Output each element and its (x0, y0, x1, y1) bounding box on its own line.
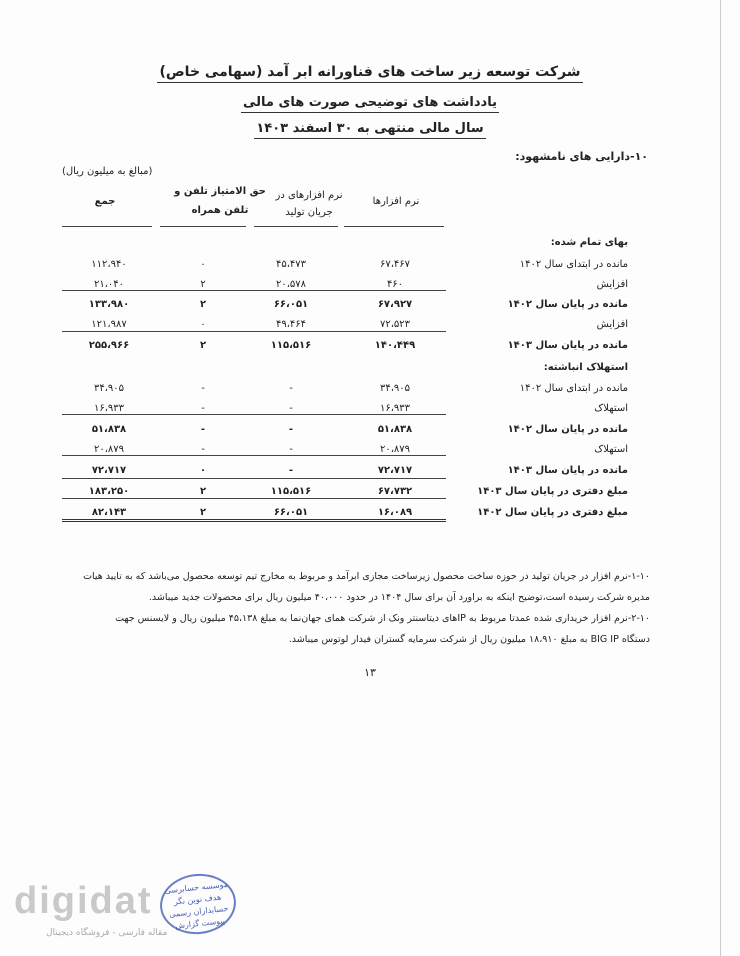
cell-total: ۱۳۳،۹۸۰ (88, 299, 130, 310)
note-title: ۱۰-دارایی های نامشهود: (515, 150, 648, 163)
cell-wip: ۴۵،۴۷۳ (275, 259, 307, 270)
row-label: مانده در پایان سال ۱۴۰۳ (507, 465, 628, 476)
cell-phone: ۲ (199, 486, 207, 497)
cell-total: ۷۲،۷۱۷ (91, 465, 127, 476)
cell-wip: ۱۱۵،۵۱۶ (270, 340, 312, 351)
cell-phone: ۰ (199, 465, 207, 476)
row-label: استهلاک (594, 444, 628, 455)
watermark-subtitle: مقاله فارسی - فروشگاه دیجیتال (46, 928, 168, 938)
subtotal-rule (62, 414, 446, 415)
cell-wip: ۱۱۵،۵۱۶ (270, 486, 312, 497)
subtotal-rule (62, 290, 446, 291)
subtotal-rule (62, 331, 446, 332)
cell-software: ۵۱،۸۳۸ (377, 424, 413, 435)
header-rule (62, 226, 152, 227)
cell-phone: ۰ (200, 319, 206, 330)
cell-phone: - (201, 444, 205, 455)
cell-phone: - (201, 383, 205, 394)
cell-software: ۲۰،۸۷۹ (379, 444, 411, 455)
cell-software: ۱۶،۰۸۹ (377, 507, 413, 518)
cell-software: ۶۷،۷۳۲ (377, 486, 413, 497)
cell-total: ۱۱۲،۹۴۰ (91, 259, 127, 270)
row-label: افزایش (596, 279, 628, 290)
cell-wip: - (288, 465, 294, 476)
cell-phone: ۲ (199, 507, 207, 518)
cell-wip: ۶۶،۰۵۱ (273, 507, 309, 518)
cell-wip: ۶۶،۰۵۱ (273, 299, 309, 310)
row-label: مبلغ دفتری در پایان سال ۱۴۰۲ (477, 507, 628, 518)
auditor-stamp: موسسه حسابرسی هدف نوین نگر حسابداران رسمی پیوست گزارش (157, 870, 239, 938)
row-label: مبلغ دفتری در پایان سال ۱۴۰۳ (477, 486, 628, 497)
col-software-header: نرم افزارها (372, 196, 420, 207)
unit-label: (مبالغ به میلیون ریال) (62, 166, 153, 177)
cell-total: ۱۸۳،۲۵۰ (88, 486, 130, 497)
subtotal-rule (62, 455, 446, 456)
row-label: بهای تمام شده: (550, 237, 628, 248)
cell-phone: - (201, 403, 205, 414)
col-wip-header: نرم افزارهای در جریان تولید (275, 190, 343, 218)
col-total-header: جمع (94, 196, 116, 207)
cell-total: ۲۵۵،۹۶۶ (88, 340, 130, 351)
header-rule (254, 226, 338, 227)
double-rule (62, 519, 446, 522)
cell-phone: ۰ (200, 259, 206, 270)
row-label: استهلاک (594, 403, 628, 414)
watermark-logo: digidat (14, 880, 153, 922)
cell-wip: - (288, 424, 294, 435)
cell-software: ۶۷،۴۶۷ (379, 259, 411, 270)
cell-total: ۵۱،۸۳۸ (91, 424, 127, 435)
row-label: مانده در ابتدای سال ۱۴۰۲ (519, 383, 628, 394)
header-rule (160, 226, 246, 227)
cell-software: ۷۲،۷۱۷ (377, 465, 413, 476)
cell-wip: ۴۹،۴۶۴ (275, 319, 307, 330)
total-rule (62, 478, 446, 479)
report-subtitle: یادداشت های توضیحی صورت های مالی (0, 95, 740, 113)
note-10-1: ۱-۱۰-نرم افزار در جریان تولید در حوزه ساخت محصول زیرساخت مجازی ابرآمد و مربوط به مخارج تیم توسعه محصول می‌باشد که به تایید هیات مدیره شرکت رسیده است،توضیح اینکه به براورد آن برای سال ۱۴۰۴ در حدود ۴۰،۰۰۰ میلیون ریال برای محصولات جدید میباشد. (83, 571, 650, 603)
header-rule (344, 226, 444, 227)
cell-software: ۴۶۰ (386, 279, 404, 290)
cell-wip: ۲۰،۵۷۸ (275, 279, 307, 290)
row-label: مانده در پایان سال ۱۴۰۳ (507, 340, 628, 351)
cell-total: ۱۶،۹۳۳ (93, 403, 125, 414)
cell-phone: - (200, 424, 206, 435)
page-edge (720, 0, 721, 956)
cell-total: ۳۴،۹۰۵ (93, 383, 125, 394)
cell-software: ۱۶،۹۳۳ (379, 403, 411, 414)
row-label: مانده در پایان سال ۱۴۰۲ (507, 299, 628, 310)
row-label: مانده در ابتدای سال ۱۴۰۲ (519, 259, 628, 270)
col-phone-header: حق الامتیاز تلفن و تلفن همراه (174, 186, 266, 216)
total-rule (62, 498, 446, 499)
cell-total: ۲۱،۰۴۰ (93, 279, 125, 290)
note-10-2: ۲-۱۰-نرم افزار خریداری شده عمدتا مربوط به IPهای دیتاسنتر ونک از شرکت همای جهان‌نما به مبلغ ۴۵،۱۳۸ میلیون ریال و لایسنس جهت دستگاه BIG IP به مبلغ ۱۸،۹۱۰ میلیون ریال از شرکت سرمایه گستران فیدار لوتوس میباشد. (115, 613, 650, 645)
cell-total: ۸۲،۱۴۳ (91, 507, 127, 518)
row-label: افزایش (596, 319, 628, 330)
cell-phone: ۲ (199, 299, 207, 310)
row-label: مانده در پایان سال ۱۴۰۲ (507, 424, 628, 435)
page-number: ۱۳ (364, 666, 376, 679)
company-title: شرکت توسعه زیر ساخت های فناورانه ابر آمد (سهامی خاص) (0, 64, 740, 83)
report-period: سال مالی منتهی به ۳۰ اسفند ۱۴۰۳ (0, 121, 740, 139)
cell-phone: ۲ (200, 279, 206, 290)
row-label: استهلاک انباشته: (543, 362, 628, 373)
cell-wip: - (289, 403, 293, 414)
cell-total: ۱۲۱،۹۸۷ (91, 319, 127, 330)
cell-wip: - (289, 383, 293, 394)
cell-phone: ۲ (199, 340, 207, 351)
cell-wip: - (289, 444, 293, 455)
cell-total: ۲۰،۸۷۹ (93, 444, 125, 455)
cell-software: ۳۴،۹۰۵ (379, 383, 411, 394)
cell-software: ۱۴۰،۴۴۹ (374, 340, 416, 351)
cell-software: ۷۲،۵۲۳ (379, 319, 411, 330)
cell-software: ۶۷،۹۲۷ (377, 299, 413, 310)
